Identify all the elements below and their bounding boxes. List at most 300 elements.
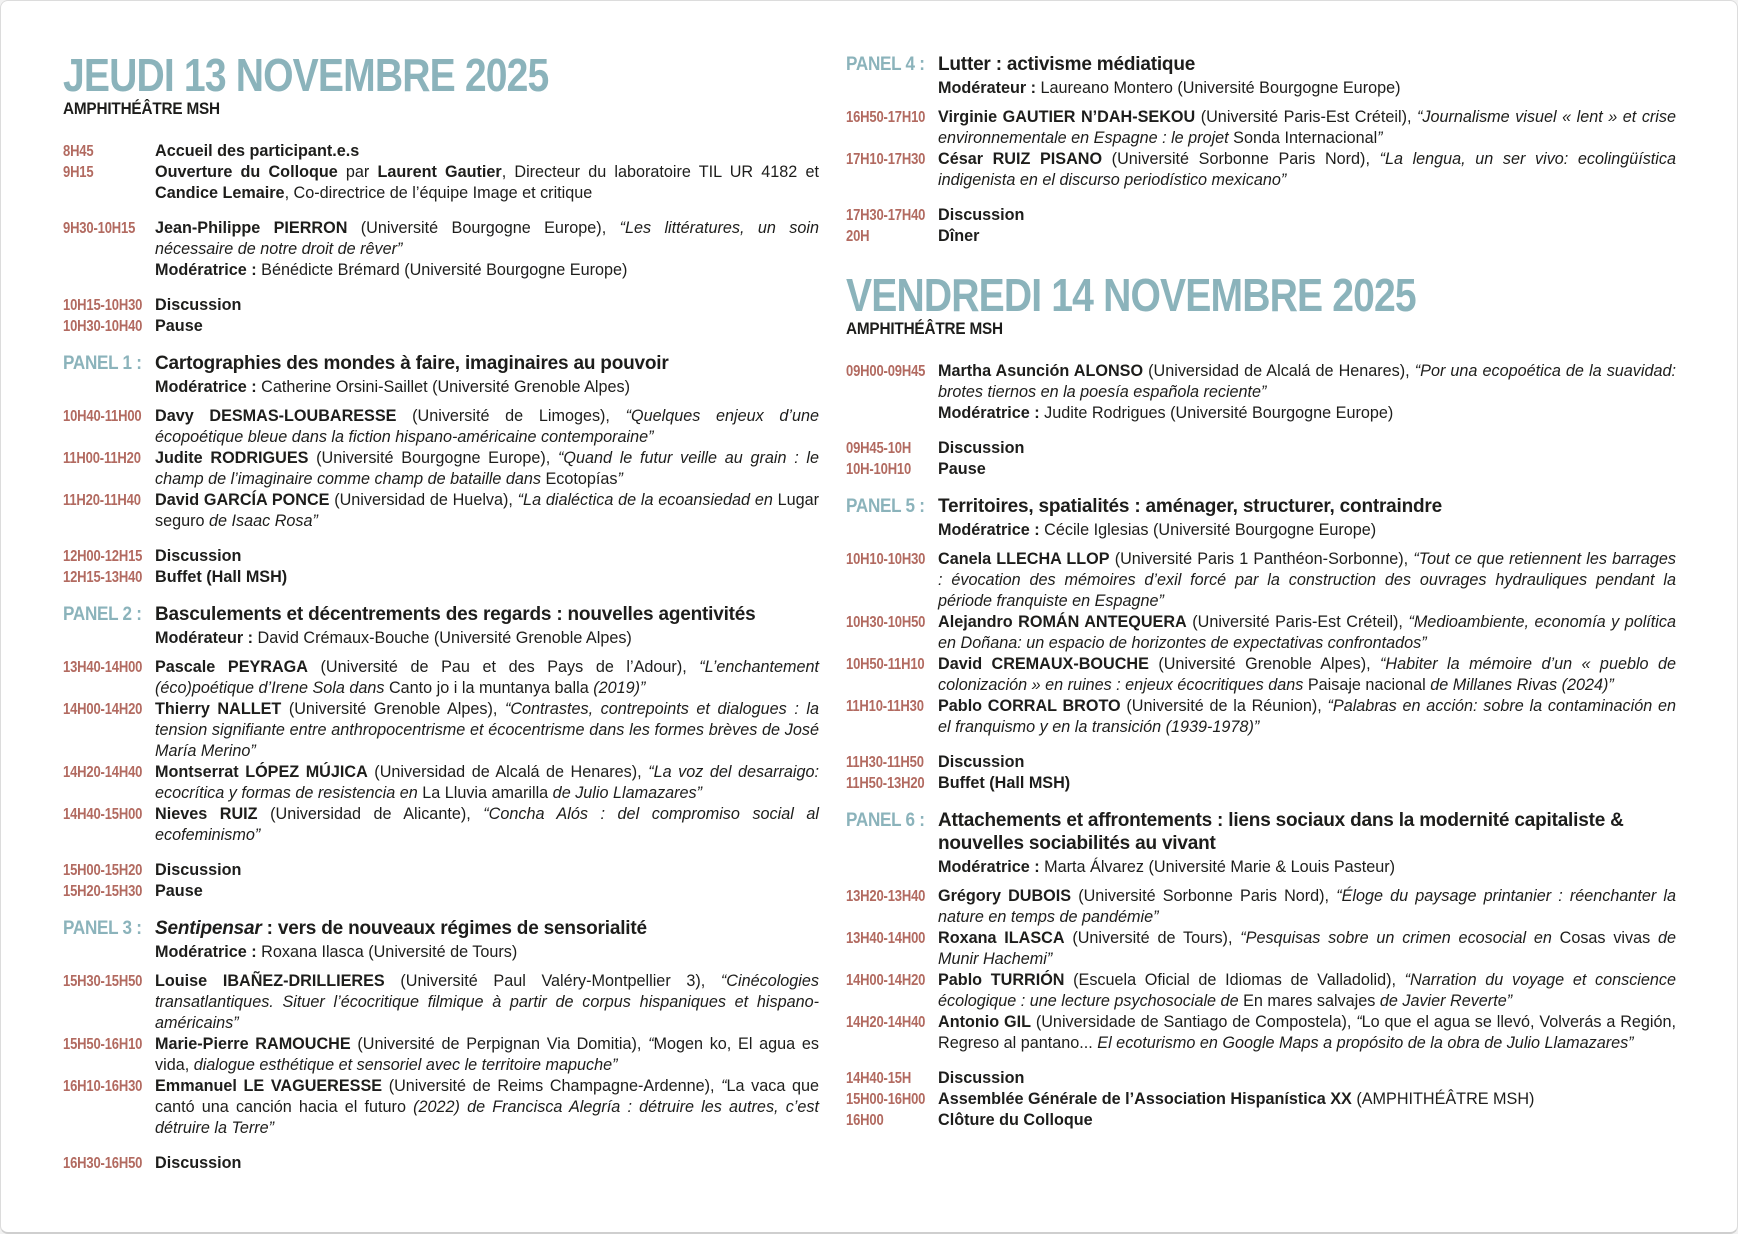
entry-time-text: 12H00-12H15: [63, 548, 143, 565]
entry-paragraph: [155, 162, 819, 204]
text-segment: Canela LLECHA LLOP: [938, 550, 1110, 568]
entry-time-text: 11H30-11H50: [846, 754, 924, 771]
text-segment: Mogen ko, El agua es vida,: [155, 1035, 819, 1074]
entry-text: [155, 162, 819, 204]
entry-text: [155, 141, 819, 162]
schedule-entry: [63, 162, 819, 204]
panel-title-row: [846, 495, 1676, 518]
entry-text: [155, 567, 819, 588]
schedule-entry: [846, 205, 1676, 226]
schedule-entry: [63, 804, 819, 846]
text-segment: Discussion: [155, 1154, 242, 1172]
entry-time: [846, 773, 938, 793]
entry-time: [63, 881, 155, 901]
entry-text: [938, 928, 1676, 970]
entry-text: [155, 546, 819, 567]
text-segment: Discussion: [938, 439, 1025, 457]
text-segment: Pause: [155, 882, 203, 900]
text-segment: Grégory DUBOIS: [938, 887, 1072, 905]
text-segment: “Éloge du paysage printanier : réenchanter la nature en temps de pandémie”: [938, 887, 1676, 926]
entry-text: [938, 752, 1676, 773]
entry-time-text: 16H10-16H30: [63, 1078, 143, 1095]
text-segment: Modérateur :: [155, 629, 254, 647]
text-segment: David Crémaux-Bouche (Université Grenoble Alpes): [253, 629, 632, 647]
entry-paragraph: [155, 546, 819, 567]
entry-time-text: 9H15: [63, 164, 94, 181]
entry-text: [155, 295, 819, 316]
entry-time: [846, 1012, 938, 1032]
panel-header: [846, 53, 1676, 99]
entry-paragraph: [155, 699, 819, 762]
text-segment: Roxana Ilasca (Université de Tours): [256, 943, 518, 961]
schedule-entry: [63, 881, 819, 902]
text-segment: Lo que el agua se llevó, Volverás a Región, Regreso al pantano...: [938, 1013, 1677, 1052]
schedule-entry: [846, 107, 1676, 149]
schedule-entry: [63, 295, 819, 316]
text-segment: “Pesquisas sobre un crimen ecosocial en: [1240, 929, 1560, 947]
entry-time-text: 12H15-13H40: [63, 569, 143, 586]
schedule-entry: [846, 459, 1676, 480]
right-column: [846, 47, 1676, 1131]
entry-paragraph: [155, 567, 819, 588]
text-segment: (Université Bourgogne Europe),: [347, 219, 620, 237]
text-segment: Cartographies des mondes à faire, imaginaires au pouvoir: [155, 353, 669, 374]
panel-label-text: PANEL 6 :: [846, 810, 925, 831]
text-segment: : vers de nouveaux régimes de sensorialité: [261, 918, 647, 939]
day-header: [846, 269, 1676, 339]
text-segment: Pablo CORRAL BROTO: [938, 697, 1121, 715]
panel-title: [938, 53, 1676, 76]
entry-paragraph: [938, 1110, 1676, 1131]
text-segment: Buffet (Hall MSH): [938, 774, 1071, 792]
entry-time: [63, 448, 155, 468]
text-segment: “Concha Alós : del compromiso social al ecofeminismo”: [155, 805, 820, 844]
text-segment: Pascale PEYRAGA: [155, 658, 308, 676]
entry-text: [938, 612, 1676, 654]
entry-time: [846, 970, 938, 990]
text-segment: (Universidad de Alcalá de Henares),: [1143, 362, 1415, 380]
entry-time-text: 15H00-15H20: [63, 862, 143, 879]
schedule-entry: [63, 546, 819, 567]
day-venue: [846, 319, 1676, 339]
schedule-entry: [63, 762, 819, 804]
entry-time: [63, 295, 155, 315]
text-segment: Davy DESMAS-LOUBARESSE: [155, 407, 397, 425]
text-segment: La vaca que cantó una canción hacia el futuro: [155, 1077, 820, 1116]
text-segment: Attachements et affrontements : liens sociaux dans la modernité capitaliste & nouvelles sociabilités au vivant: [938, 810, 1624, 854]
text-segment: (Université de Pau et des Pays de l’Adour),: [307, 658, 700, 676]
entry-text: [938, 970, 1676, 1012]
entry-text: [938, 1110, 1676, 1131]
text-segment: “Les littératures, un soin nécessaire de notre droit de rêver”: [155, 219, 819, 258]
text-segment: Antonio GIL: [938, 1013, 1031, 1031]
entry-paragraph: [938, 107, 1676, 149]
text-segment: “La lengua, un ser vivo: ecolingüística indigenista en el discurso periodístico mexicano”: [938, 150, 1676, 189]
text-segment: Modératrice :: [938, 858, 1040, 876]
schedule-entry: [846, 549, 1676, 612]
schedule-entry: [63, 1034, 819, 1076]
text-segment: de Julio Llamazares”: [548, 784, 703, 802]
entry-time-text: 16H30-16H50: [63, 1155, 143, 1172]
schedule-entry: [63, 141, 819, 162]
text-segment: , Co-directrice de l’équipe Image et critique: [284, 184, 593, 202]
entry-paragraph: [938, 612, 1676, 654]
text-segment: (Université de Tours),: [1064, 929, 1241, 947]
text-segment: ”: [617, 470, 623, 488]
entry-text: [155, 762, 819, 804]
entry-time-text: 10H30-10H40: [63, 318, 143, 335]
entry-text: [938, 205, 1676, 226]
entry-time-text: 15H20-15H30: [63, 883, 143, 900]
entry-paragraph: [938, 1068, 1676, 1089]
panel-header: [846, 809, 1676, 878]
schedule-entry: [846, 696, 1676, 738]
schedule-entry: [63, 406, 819, 448]
entry-time-text: 15H50-16H10: [63, 1036, 143, 1053]
text-segment: Modératrice :: [938, 521, 1040, 539]
entry-time-text: 14H40-15H00: [63, 806, 143, 823]
moderator-line: [938, 520, 1676, 541]
entry-time: [63, 657, 155, 677]
text-segment: Sonda Internacional: [1233, 129, 1378, 147]
text-segment: Nieves RUIZ: [155, 805, 258, 823]
entry-time-text: 14H20-14H40: [846, 1014, 926, 1031]
panel-title-row: [63, 603, 819, 626]
schedule-entry: [846, 773, 1676, 794]
entry-time-text: 8H45: [63, 143, 94, 160]
entry-time-text: 10H-10H10: [846, 461, 912, 478]
text-segment: Jean-Philippe PIERRON: [155, 219, 348, 237]
text-segment: Ouverture du Colloque: [155, 163, 338, 181]
text-segment: “Quand le futur veille au grain : le champ de l’imaginaire comme champ de bataille dans: [155, 449, 820, 488]
schedule-entry: [846, 1089, 1676, 1110]
entry-time: [63, 218, 155, 238]
entry-time-text: 17H30-17H40: [846, 207, 926, 224]
text-segment: Catherine Orsini-Saillet (Université Grenoble Alpes): [256, 378, 631, 396]
schedule-entry: [63, 1153, 819, 1174]
schedule-entry: [63, 1076, 819, 1139]
schedule-entry: [846, 654, 1676, 696]
entry-time-text: 10H30-10H50: [846, 614, 926, 631]
schedule-entry: [846, 970, 1676, 1012]
entry-paragraph: [938, 549, 1676, 612]
text-segment: de Millanes Rivas (2024)”: [1425, 676, 1614, 694]
text-segment: La Lluvia amarilla: [422, 784, 549, 802]
entry-time: [63, 762, 155, 782]
text-segment: El ecoturismo en Google Maps a propósito de la obra de Julio Llamazares”: [1092, 1034, 1634, 1052]
panel-header: [846, 495, 1676, 541]
entry-text: [155, 1153, 819, 1174]
entry-paragraph: [938, 205, 1676, 226]
entry-paragraph: [938, 773, 1676, 794]
schedule-entry: [846, 438, 1676, 459]
schedule-entry: [846, 1068, 1676, 1089]
text-segment: “Habiter la mémoire d’un « pueblo de colonización » en ruines : enjeux écocritiques dans: [938, 655, 1676, 694]
text-segment: par: [337, 163, 378, 181]
entry-paragraph: [155, 1034, 819, 1076]
text-segment: (Université Grenoble Alpes),: [281, 700, 505, 718]
schedule-entry: [846, 928, 1676, 970]
text-segment: Cosas vivas: [1559, 929, 1651, 947]
entry-text: [155, 881, 819, 902]
entry-paragraph: [938, 149, 1676, 191]
entry-paragraph: [155, 860, 819, 881]
entry-paragraph: [155, 295, 819, 316]
entry-time-text: 11H20-11H40: [63, 492, 141, 509]
day-title: VENDREDI 14 NOVEMBRE 2025: [846, 269, 1416, 321]
entry-time: [63, 162, 155, 182]
text-segment: En mares salvajes: [1243, 992, 1376, 1010]
text-segment: Modérateur :: [938, 79, 1037, 97]
entry-paragraph: [155, 218, 819, 260]
text-segment: Laurent Gautier: [377, 163, 502, 181]
text-segment: (Université Paul Valéry-Montpellier 3),: [384, 972, 721, 990]
text-segment: “Palabras en acción: sobre la contaminación en el franquismo y en la transición (1939-1978)”: [938, 697, 1676, 736]
schedule-entry: [846, 886, 1676, 928]
entry-paragraph: [155, 316, 819, 337]
text-segment: Judite Rodrigues (Université Bourgogne Europe): [1039, 404, 1394, 422]
entry-time-text: 11H10-11H30: [846, 698, 924, 715]
entry-paragraph: [938, 1012, 1676, 1054]
text-segment: Clôture du Colloque: [938, 1111, 1093, 1129]
day-header: [63, 49, 819, 119]
entry-time: [63, 316, 155, 336]
entry-text: [938, 226, 1676, 247]
text-segment: “: [648, 1035, 654, 1053]
text-segment: Discussion: [938, 1069, 1025, 1087]
entry-paragraph: [938, 654, 1676, 696]
text-segment: Pause: [155, 317, 203, 335]
text-segment: “Medioambiente, economía y política en Doñana: un espacio de horizontes de expectativas confrontados”: [938, 613, 1676, 652]
entry-time-text: 14H00-14H20: [63, 701, 143, 718]
text-segment: (Université Bourgogne Europe),: [308, 449, 558, 467]
panel-title-row: [63, 352, 819, 375]
schedule-entry: [63, 218, 819, 281]
text-segment: (Universidad de Alicante),: [257, 805, 484, 823]
entry-paragraph: [938, 403, 1676, 424]
schedule-entry: [846, 1012, 1676, 1054]
text-segment: Discussion: [155, 547, 242, 565]
schedule-entry: [63, 316, 819, 337]
text-segment: David GARCÍA PONCE: [155, 491, 330, 509]
entry-paragraph: [155, 881, 819, 902]
entry-time: [63, 971, 155, 991]
entry-paragraph: [938, 226, 1676, 247]
text-segment: (Université Sorbonne Paris Nord),: [1102, 150, 1380, 168]
entry-text: [938, 549, 1676, 612]
entry-text: [155, 448, 819, 490]
entry-text: [155, 860, 819, 881]
entry-time-text: 13H40-14H00: [846, 930, 926, 947]
entry-time-text: 10H40-11H00: [63, 408, 142, 425]
text-segment: Accueil des participant.e.s: [155, 142, 360, 160]
entry-text: [938, 696, 1676, 738]
panel-label-text: PANEL 3 :: [63, 918, 142, 939]
text-segment: Buffet (Hall MSH): [155, 568, 288, 586]
text-segment: Ecotopías: [545, 470, 618, 488]
text-segment: Cécile Iglesias (Université Bourgogne Europe): [1039, 521, 1377, 539]
entry-time: [846, 696, 938, 716]
entry-time-text: 14H40-15H: [846, 1070, 912, 1087]
panel-label: [846, 53, 938, 76]
day-venue-text: AMPHITHÉÂTRE MSH: [63, 99, 220, 118]
text-segment: de Javier Reverte”: [1375, 992, 1513, 1010]
entry-paragraph: [938, 886, 1676, 928]
panel-label: [846, 495, 938, 518]
text-segment: Territoires, spatialités : aménager, structurer, contraindre: [938, 496, 1442, 517]
entry-text: [938, 438, 1676, 459]
entry-paragraph: [155, 657, 819, 699]
text-segment: “L’enchantement (éco)poétique d’Irene Sola dans: [155, 658, 819, 697]
text-segment: Judite RODRIGUES: [155, 449, 309, 467]
text-segment: (Université Paris 1 Panthéon-Sorbonne),: [1109, 550, 1414, 568]
entry-time: [846, 752, 938, 772]
entry-time: [846, 361, 938, 381]
text-segment: Modératrice :: [155, 943, 257, 961]
entry-paragraph: [155, 260, 819, 281]
text-segment: (Universidade de Santiago de Compostela),: [1030, 1013, 1357, 1031]
text-segment: Virginie GAUTIER N’DAH-SEKOU: [938, 108, 1196, 126]
text-segment: “Journalisme visuel « lent » et crise environnementale en Espagne : le projet: [938, 108, 1676, 147]
schedule-entry: [63, 567, 819, 588]
text-segment: “Tout ce que retiennent les barrages : évocation des mémoires d’exil forcé par la construction des ouvrages hydrauliques pendant la période franquiste en Espagne”: [938, 550, 1676, 610]
schedule-entry: [63, 971, 819, 1034]
text-segment: Roxana ILASCA: [938, 929, 1065, 947]
entry-time-text: 11H00-11H20: [63, 450, 141, 467]
text-segment: Marie-Pierre RAMOUCHE: [155, 1035, 351, 1053]
entry-time-text: 16H00: [846, 1112, 884, 1129]
panel-label: [63, 917, 155, 940]
entry-time-text: 10H15-10H30: [63, 297, 143, 314]
text-segment: (AMPHITHÉÂTRE MSH): [1351, 1090, 1535, 1108]
entry-text: [155, 316, 819, 337]
text-segment: “Por una ecopoética de la suavidad: brotes tiernos en la poesía española reciente”: [938, 362, 1676, 401]
text-segment: Candice Lemaire: [155, 184, 285, 202]
entry-time: [63, 699, 155, 719]
text-segment: Canto jo i la muntanya balla: [388, 679, 589, 697]
entry-time-text: 15H00-16H00: [846, 1091, 926, 1108]
panel-header: [63, 352, 819, 398]
entry-time: [846, 107, 938, 127]
entry-paragraph: [155, 448, 819, 490]
entry-paragraph: [938, 970, 1676, 1012]
entry-time: [846, 438, 938, 458]
moderator-line: [938, 857, 1676, 878]
entry-paragraph: [155, 762, 819, 804]
moderator-line: [155, 942, 819, 963]
entry-paragraph: [155, 971, 819, 1034]
text-segment: “La voz del desarraigo: ecocrítica y formas de resistencia en: [155, 763, 819, 802]
entry-paragraph: [938, 752, 1676, 773]
entry-time-text: 13H40-14H00: [63, 659, 143, 676]
schedule-entry: [63, 490, 819, 532]
entry-time: [846, 226, 938, 246]
text-segment: “: [721, 1077, 727, 1095]
entry-text: [155, 699, 819, 762]
entry-time-text: 15H30-15H50: [63, 973, 143, 990]
text-segment: , Directeur du laboratoire TIL UR 4182 et: [501, 163, 819, 181]
text-segment: dialogue esthétique et sensoriel avec le territoire mapuche”: [189, 1056, 618, 1074]
entry-time: [846, 928, 938, 948]
text-segment: Montserrat LÓPEZ MÚJICA: [155, 763, 368, 781]
entry-paragraph: [155, 406, 819, 448]
text-segment: Laureano Montero (Université Bourgogne Europe): [1036, 79, 1401, 97]
text-segment: (Université de Perpignan Via Domitia),: [350, 1035, 649, 1053]
entry-paragraph: [155, 1153, 819, 1174]
entry-time-text: 11H50-13H20: [846, 775, 925, 792]
entry-time-text: 20H: [846, 228, 870, 245]
text-segment: Modératrice :: [155, 378, 257, 396]
text-segment: Discussion: [938, 753, 1025, 771]
text-segment: Emmanuel LE VAGUERESSE: [155, 1077, 383, 1095]
entry-text: [938, 886, 1676, 928]
entry-time-text: 17H10-17H30: [846, 151, 926, 168]
entry-text: [938, 1012, 1676, 1054]
entry-time-text: 09H00-09H45: [846, 363, 926, 380]
schedule-entry: [846, 1110, 1676, 1131]
entry-text: [938, 654, 1676, 696]
entry-time-text: 14H00-14H20: [846, 972, 926, 989]
entry-text: [938, 773, 1676, 794]
entry-time: [63, 141, 155, 161]
text-segment: (Université de la Réunion),: [1120, 697, 1328, 715]
entry-paragraph: [938, 459, 1676, 480]
panel-title: [155, 352, 819, 375]
entry-time: [63, 860, 155, 880]
entry-paragraph: [155, 490, 819, 532]
panel-title: [938, 495, 1676, 518]
entry-time-text: 13H20-13H40: [846, 888, 926, 905]
left-column: [63, 49, 820, 1174]
schedule-entry: [63, 657, 819, 699]
panel-title: [155, 603, 819, 626]
entry-paragraph: [155, 1076, 819, 1139]
moderator-line: [155, 628, 819, 649]
text-segment: (Université Paris-Est Créteil),: [1186, 613, 1409, 631]
panel-label-text: PANEL 4 :: [846, 54, 925, 75]
text-segment: Discussion: [155, 861, 242, 879]
panel-label-text: PANEL 5 :: [846, 496, 925, 517]
entry-time: [846, 549, 938, 569]
panel-title: [155, 917, 819, 940]
text-segment: Paisaje nacional: [1307, 676, 1426, 694]
text-segment: Marta Álvarez (Université Marie & Louis Pasteur): [1039, 858, 1395, 876]
entry-paragraph: [938, 361, 1676, 403]
text-segment: (Université Paris-Est Créteil),: [1195, 108, 1417, 126]
text-segment: Modératrice :: [938, 404, 1040, 422]
entry-text: [938, 1068, 1676, 1089]
schedule-entry: [63, 699, 819, 762]
text-segment: Lugar seguro: [155, 491, 819, 530]
text-segment: (Université de Reims Champagne-Ardenne),: [382, 1077, 722, 1095]
schedule-entry: [846, 752, 1676, 773]
entry-paragraph: [938, 1089, 1676, 1110]
text-segment: Discussion: [155, 296, 242, 314]
entry-text: [155, 804, 819, 846]
entry-text: [155, 657, 819, 699]
entry-text: [938, 149, 1676, 191]
text-segment: (Universidad de Huelva),: [329, 491, 518, 509]
entry-time: [63, 1076, 155, 1096]
entry-text: [155, 971, 819, 1034]
text-segment: Sentipensar: [155, 918, 262, 939]
entry-text: [938, 361, 1676, 424]
entry-time-text: 16H50-17H10: [846, 109, 926, 126]
entry-text: [938, 107, 1676, 149]
day-venue-text: AMPHITHÉÂTRE MSH: [846, 319, 1003, 338]
panel-header: [63, 603, 819, 649]
text-segment: Bénédicte Brémard (Université Bourgogne Europe): [256, 261, 628, 279]
